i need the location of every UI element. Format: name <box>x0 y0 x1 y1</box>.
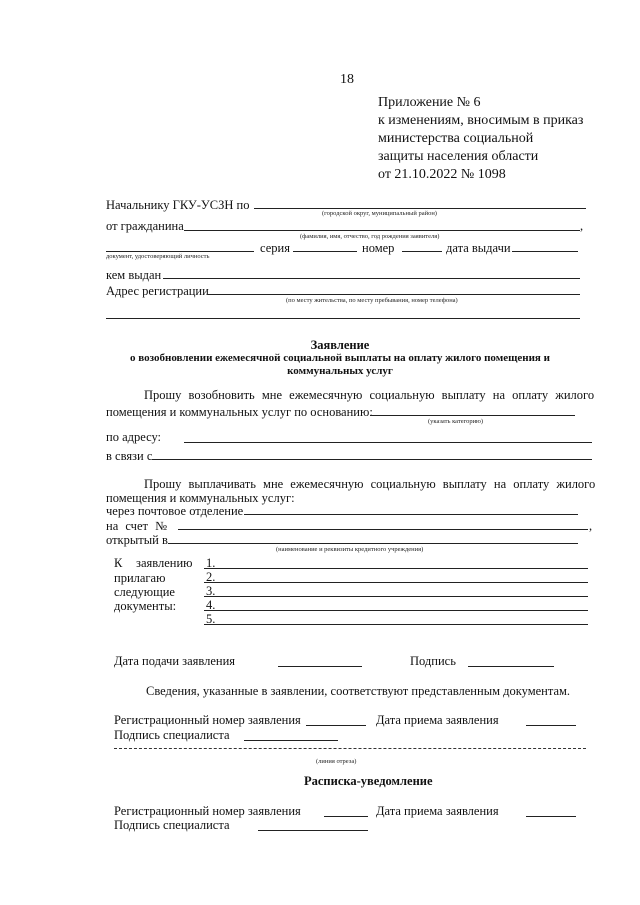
issued-by-field[interactable] <box>163 278 580 279</box>
signature-label: Подпись <box>410 654 456 668</box>
attachment-field-3[interactable] <box>204 596 588 597</box>
bank-hint: (наименование и реквизиты кредитного учреждения) <box>276 546 424 553</box>
bank-field[interactable] <box>168 543 578 544</box>
reg-number-label-2: Регистрационный номер заявления <box>114 804 301 818</box>
reg-address-field[interactable] <box>208 294 580 295</box>
address-label: по адресу: <box>106 430 162 444</box>
acceptance-date-label: Дата приема заявления <box>376 713 499 727</box>
attachment-field-5[interactable] <box>204 624 588 625</box>
attachment-field-1[interactable] <box>204 568 588 569</box>
comma-2: , <box>589 519 593 533</box>
paragraph-1-line-1 <box>144 388 595 402</box>
citizen-name-hint: (фамилия, имя, отчество, год рождения заявителя) <box>300 233 440 240</box>
attach-zayavleniyu: заявлению <box>136 556 193 570</box>
number-label: номер <box>362 241 395 255</box>
attach-prilagayu: прилагаю <box>114 571 166 585</box>
paragraph-2-line-2: помещения и коммунальных услуг: <box>106 491 295 505</box>
submission-date-label: Дата подачи заявления <box>114 654 236 668</box>
attachment-field-2[interactable] <box>204 582 588 583</box>
cut-line <box>114 748 586 749</box>
post-office-field[interactable] <box>244 514 578 515</box>
address-field[interactable] <box>184 442 592 443</box>
attachment-field-4[interactable] <box>204 610 588 611</box>
attachment-number-1: 1. <box>206 556 216 570</box>
appendix-line-4: защиты населения области <box>378 149 539 164</box>
series-field[interactable] <box>293 251 357 252</box>
citizen-name-field[interactable] <box>184 230 580 231</box>
id-document-field[interactable] <box>106 251 254 252</box>
paragraph-2-line-1: Прошу выплачивать мне ежемесячную социальную выплату на оплату жилого <box>144 477 596 491</box>
attachment-number-2: 2. <box>206 570 216 584</box>
account-label: на счет № <box>106 519 168 533</box>
appendix-line-2: к изменениям, вносимым в приказ <box>378 113 584 128</box>
to-head-label: Начальнику ГКУ-УСЗН по <box>106 198 250 212</box>
acceptance-date-field[interactable] <box>526 725 576 726</box>
specialist-signature-label: Подпись специалиста <box>114 728 230 742</box>
attachment-number-3: 3. <box>206 584 216 598</box>
paragraph-1-line-2: помещения и коммунальных услуг по основанию: <box>106 405 373 419</box>
from-citizen-label: от гражданина <box>106 219 184 233</box>
attachment-number-4: 4. <box>206 598 216 612</box>
issued-by-label: кем выдан <box>106 268 162 282</box>
title-line-2: о возобновлении ежемесячной социальной выплаты на оплату жилого помещения и <box>130 352 550 364</box>
reg-address-field-2[interactable] <box>106 318 580 319</box>
account-field[interactable] <box>178 529 588 530</box>
post-office-label: через почтовое отделение <box>106 504 244 518</box>
number-field[interactable] <box>402 251 442 252</box>
opened-in-label: открытый в <box>106 533 168 547</box>
specialist-signature-field-2[interactable] <box>258 830 368 831</box>
issue-date-field[interactable] <box>512 251 578 252</box>
reg-number-field-2[interactable] <box>324 816 368 817</box>
reg-address-hint: (по месту жительства, по месту пребывания, номер телефона) <box>286 297 458 304</box>
reg-number-field[interactable] <box>306 725 366 726</box>
reg-address-label: Адрес регистрации <box>106 284 209 298</box>
comma: , <box>580 219 584 233</box>
specialist-signature-label-2: Подпись специалиста <box>114 818 230 832</box>
paragraph-1-text: Прошу возобновить мне ежемесячную социальную выплату на оплату жилого <box>144 388 595 402</box>
due-to-field[interactable] <box>152 459 592 460</box>
acceptance-date-label-2: Дата приема заявления <box>376 804 499 818</box>
category-field[interactable] <box>370 415 575 416</box>
district-hint: (городской округ, муниципальный район) <box>322 210 437 217</box>
title-line-1: Заявление <box>310 338 370 352</box>
page-number: 18 <box>340 72 354 87</box>
series-label: серия <box>260 241 290 255</box>
category-hint: (указать категорию) <box>428 418 484 425</box>
attachment-number-5: 5. <box>206 612 216 626</box>
due-to-label: в связи с <box>106 449 153 463</box>
specialist-signature-field[interactable] <box>244 740 338 741</box>
district-field[interactable] <box>254 208 586 209</box>
title-line-3: коммунальных услуг <box>287 365 393 377</box>
signature-field[interactable] <box>468 666 554 667</box>
receipt-title: Расписка-уведомление <box>304 774 433 788</box>
reg-number-label: Регистрационный номер заявления <box>114 713 301 727</box>
attach-dokumenty: документы: <box>114 599 177 613</box>
cut-line-hint: (линия отреза) <box>316 758 357 765</box>
appendix-order-date: от 21.10.2022 № 1098 <box>378 167 506 182</box>
attach-k: К <box>114 556 123 570</box>
issue-date-label: дата выдачи <box>446 241 511 255</box>
appendix-line-3: министерства социальной <box>378 131 534 146</box>
submission-date-field[interactable] <box>278 666 362 667</box>
attach-sleduyushchie: следующие <box>114 585 175 599</box>
appendix-title: Приложение № 6 <box>378 95 481 110</box>
confirmation-text: Сведения, указанные в заявлении, соответствуют представленным документам. <box>146 684 571 698</box>
id-document-hint: документ, удостоверяющий личность <box>106 253 210 260</box>
acceptance-date-field-2[interactable] <box>526 816 576 817</box>
